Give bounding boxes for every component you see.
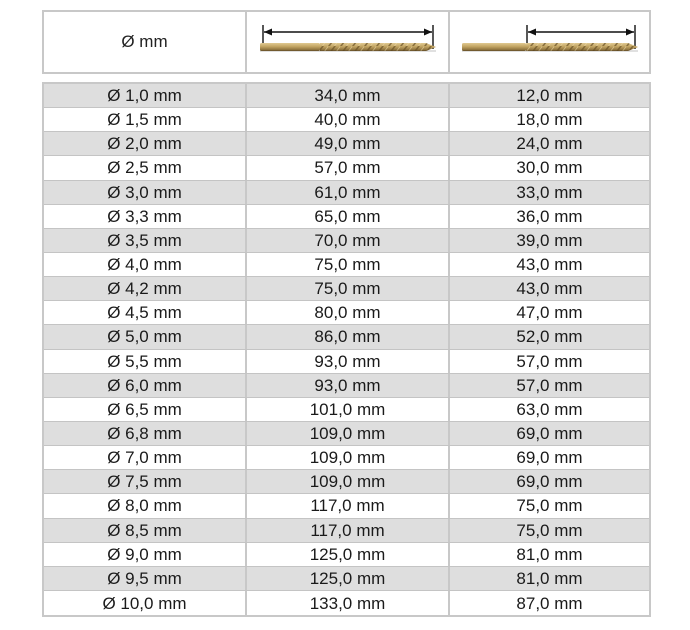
flute-length-cell: 12,0 mm — [516, 86, 583, 106]
table-row — [44, 253, 649, 277]
flute-length-cell: 52,0 mm — [516, 327, 583, 347]
diameter-cell: Ø 8,5 mm — [44, 519, 247, 542]
total-length-cell: 109,0 mm — [247, 470, 450, 493]
total-length-cell: 34,0 mm — [247, 84, 450, 107]
total-length-cell: 133,0 mm — [247, 591, 450, 615]
flute-length-cell: 43,0 mm — [516, 255, 583, 275]
diameter-cell: Ø 1,0 mm — [44, 84, 247, 107]
diameter-cell: Ø 4,5 mm — [44, 301, 247, 324]
table-row — [44, 181, 649, 205]
diameter-cell: Ø 4,2 mm — [44, 277, 247, 300]
table-row — [44, 591, 649, 615]
diameter-cell: Ø 9,0 mm — [44, 543, 247, 566]
drill-size-table — [42, 82, 651, 617]
diameter-cell: Ø 6,5 mm — [44, 398, 247, 421]
total-length-cell: 93,0 mm — [247, 350, 450, 373]
drill-flute-length-icon — [458, 22, 642, 62]
header-diameter-label: Ø mm — [121, 32, 168, 51]
diameter-cell: Ø 1,5 mm — [44, 108, 247, 131]
table-row — [44, 229, 649, 253]
diameter-cell: Ø 6,0 mm — [44, 374, 247, 397]
diameter-cell: Ø 3,3 mm — [44, 205, 247, 228]
total-length-cell: 109,0 mm — [247, 422, 450, 445]
table-row — [44, 108, 649, 132]
drill-total-length-icon — [256, 22, 440, 62]
diameter-cell: Ø 5,0 mm — [44, 325, 247, 348]
total-length-cell: 75,0 mm — [247, 277, 450, 300]
diameter-cell: Ø 2,0 mm — [44, 132, 247, 155]
table-row — [44, 325, 649, 349]
table-row — [44, 301, 649, 325]
flute-length-cell: 87,0 mm — [516, 593, 583, 613]
diameter-cell: Ø 8,0 mm — [44, 494, 247, 517]
total-length-cell: 40,0 mm — [247, 108, 450, 131]
header-diameter-cell — [44, 12, 247, 72]
total-length-cell: 101,0 mm — [247, 398, 450, 421]
total-length-cell: 49,0 mm — [247, 132, 450, 155]
diameter-cell: Ø 7,0 mm — [44, 446, 247, 469]
flute-length-cell: 36,0 mm — [516, 206, 583, 226]
flute-length-cell: 57,0 mm — [516, 351, 583, 371]
flute-length-cell: 69,0 mm — [516, 472, 583, 492]
table-row — [44, 350, 649, 374]
table-row — [44, 398, 649, 422]
total-length-cell: 80,0 mm — [247, 301, 450, 324]
table-row — [44, 277, 649, 301]
flute-length-cell: 69,0 mm — [516, 424, 583, 444]
diameter-cell: Ø 7,5 mm — [44, 470, 247, 493]
total-length-cell: 125,0 mm — [247, 567, 450, 590]
table-row — [44, 84, 649, 108]
total-length-cell: 109,0 mm — [247, 446, 450, 469]
table-header — [42, 10, 651, 74]
flute-length-cell: 75,0 mm — [516, 520, 583, 540]
total-length-cell: 86,0 mm — [247, 325, 450, 348]
flute-length-cell: 47,0 mm — [516, 303, 583, 323]
table-row — [44, 374, 649, 398]
diameter-cell: Ø 4,0 mm — [44, 253, 247, 276]
table-row — [44, 446, 649, 470]
table-row — [44, 132, 649, 156]
diameter-cell: Ø 3,0 mm — [44, 181, 247, 204]
flute-length-cell: 81,0 mm — [516, 568, 583, 588]
diameter-cell: Ø 6,8 mm — [44, 422, 247, 445]
header-flute-length-cell — [450, 12, 649, 72]
flute-length-cell: 63,0 mm — [516, 399, 583, 419]
flute-length-cell: 39,0 mm — [516, 230, 583, 250]
flute-length-cell: 57,0 mm — [516, 375, 583, 395]
flute-length-cell: 24,0 mm — [516, 134, 583, 154]
table-row — [44, 156, 649, 180]
table-row — [44, 422, 649, 446]
total-length-cell: 57,0 mm — [247, 156, 450, 179]
diameter-cell: Ø 5,5 mm — [44, 350, 247, 373]
table-row — [44, 470, 649, 494]
diameter-cell: Ø 9,5 mm — [44, 567, 247, 590]
flute-length-cell: 81,0 mm — [516, 544, 583, 564]
table-row — [44, 494, 649, 518]
total-length-cell: 75,0 mm — [247, 253, 450, 276]
table-row — [44, 567, 649, 591]
total-length-cell: 125,0 mm — [247, 543, 450, 566]
diameter-cell: Ø 3,5 mm — [44, 229, 247, 252]
table-row — [44, 205, 649, 229]
header-total-length-cell — [247, 12, 450, 72]
total-length-cell: 61,0 mm — [247, 181, 450, 204]
total-length-cell: 117,0 mm — [247, 519, 450, 542]
total-length-cell: 65,0 mm — [247, 205, 450, 228]
table-row — [44, 519, 649, 543]
diameter-cell: Ø 10,0 mm — [44, 591, 247, 615]
flute-length-cell: 33,0 mm — [516, 182, 583, 202]
diameter-cell: Ø 2,5 mm — [44, 156, 247, 179]
total-length-cell: 117,0 mm — [247, 494, 450, 517]
flute-length-cell: 69,0 mm — [516, 448, 583, 468]
flute-length-cell: 75,0 mm — [516, 496, 583, 516]
total-length-cell: 93,0 mm — [247, 374, 450, 397]
flute-length-cell: 43,0 mm — [516, 279, 583, 299]
table-row — [44, 543, 649, 567]
flute-length-cell: 30,0 mm — [516, 158, 583, 178]
total-length-cell: 70,0 mm — [247, 229, 450, 252]
flute-length-cell: 18,0 mm — [516, 110, 583, 130]
